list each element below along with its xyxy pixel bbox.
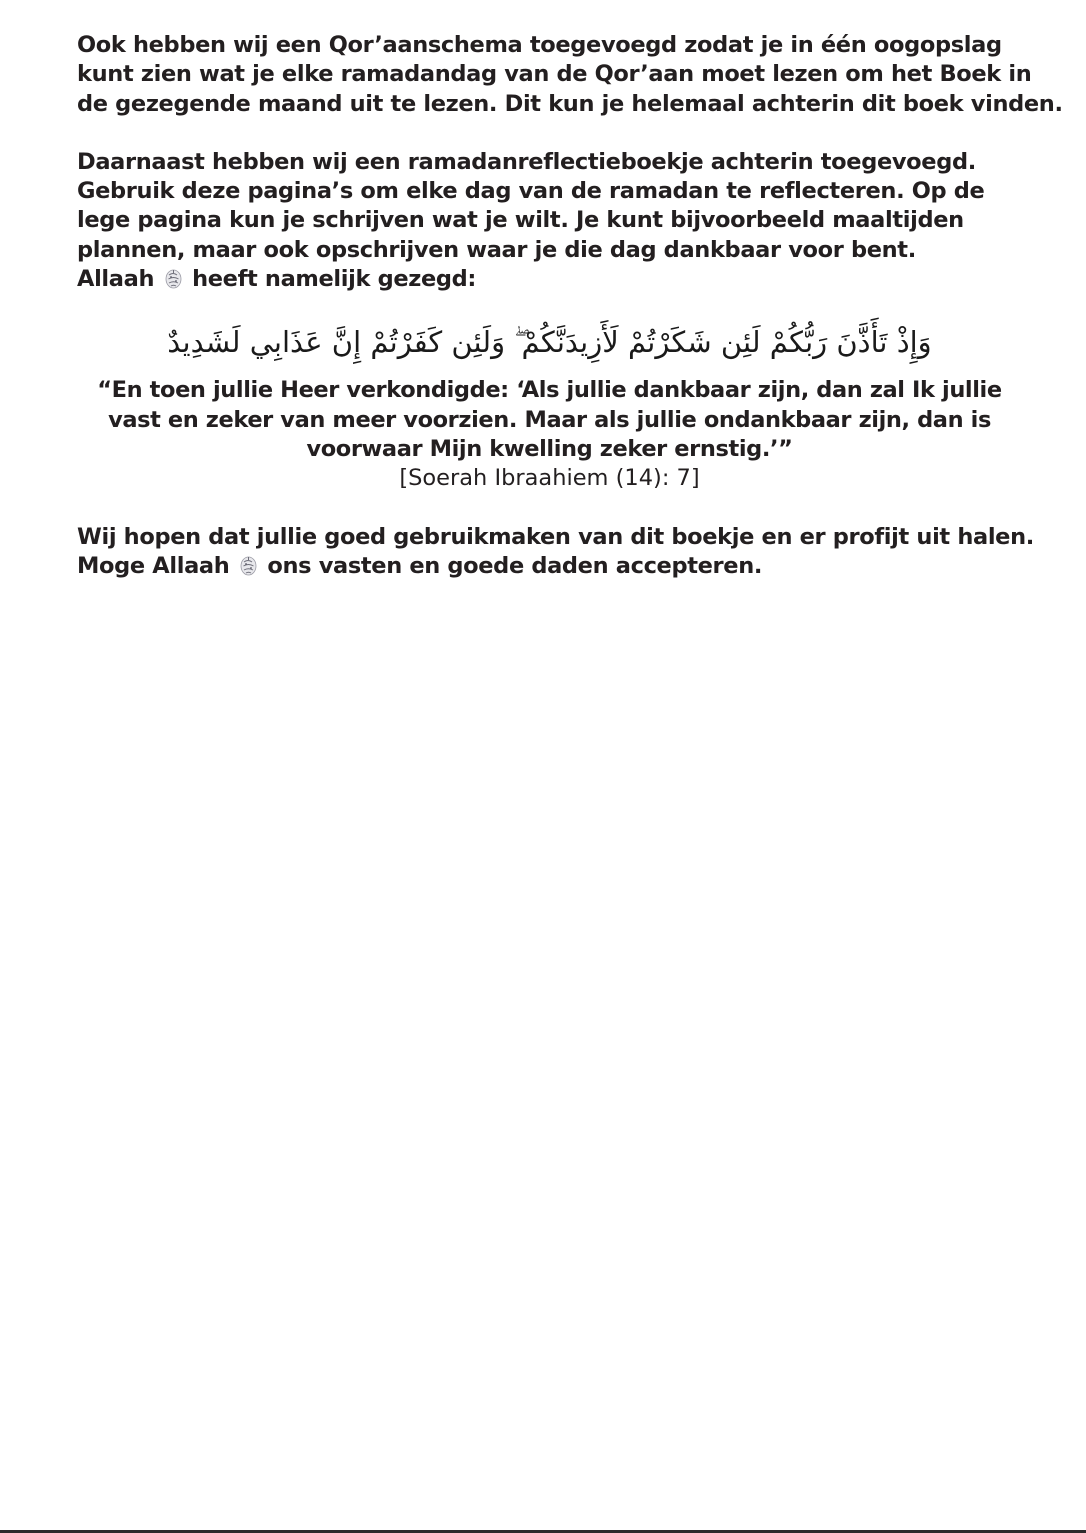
text-line: Wij hopen dat jullie goed gebruikmaken van dit boekje en er profijt uit halen. <box>77 523 1034 550</box>
paragraph-spacer <box>77 494 1022 523</box>
paragraph-quran-schedule <box>77 31 1063 119</box>
document-page <box>77 31 1063 581</box>
quran-verse-arabic: وَإِذْ تَأَذَّنَ رَبُّكُمْ لَئِن شَكَرْتُمْ لَأَزِيدَنَّكُمْ ۖ وَلَئِن كَفَرْتُمْ إِنَّ عَذَابِي لَشَدِيدٌ <box>167 325 932 360</box>
text-fragment: Allaah <box>77 266 155 293</box>
paragraph-reflection-booklet <box>77 148 1022 294</box>
translation-line: vast en zeker van meer voorzien. Maar als jullie ondankbaar zijn, dan is <box>108 406 991 433</box>
text-line-with-honorific <box>77 552 1022 581</box>
paragraph-spacer <box>77 119 1022 148</box>
text-line: Ook hebben wij een Qor’aanschema toegevoegd zodat je in één oogopslag <box>77 32 1002 58</box>
translation-line: voorwaar Mijn kwelling zeker ernstig.’” <box>306 435 793 462</box>
text-line-with-honorific <box>77 265 1022 294</box>
verse-translation <box>77 376 1022 493</box>
text-line: Daarnaast hebben wij een ramadanreflectieboekje achterin toegevoegd. <box>77 148 976 175</box>
text-line: Gebruik deze pagina’s om elke dag van de ramadan te reflecteren. Op de <box>77 178 985 205</box>
text-line: plannen, maar ook opschrijven waar je die dag dankbaar voor bent. <box>77 236 916 263</box>
honorific-calligraphy-icon <box>239 555 258 576</box>
paragraph-closing <box>77 523 1034 582</box>
text-fragment: heeft namelijk gezegd: <box>192 266 477 293</box>
text-line: de gezegende maand uit te lezen. Dit kun je helemaal achterin dit boek vinden. <box>77 90 1063 117</box>
verse-reference: [Soerah Ibraahiem (14): 7] <box>399 465 700 492</box>
text-line: kunt zien wat je elke ramadandag van de Qor’aan moet lezen om het Boek in <box>77 61 1032 88</box>
text-line: lege pagina kun je schrijven wat je wilt. Je kunt bijvoorbeeld maaltijden <box>77 207 964 234</box>
honorific-calligraphy-icon <box>164 268 183 289</box>
translation-line: “En toen jullie Heer verkondigde: ‘Als jullie dankbaar zijn, dan zal Ik jullie <box>97 377 1002 404</box>
text-fragment: Moge Allaah <box>77 552 230 579</box>
text-fragment: ons vasten en goede daden accepteren. <box>267 552 763 579</box>
